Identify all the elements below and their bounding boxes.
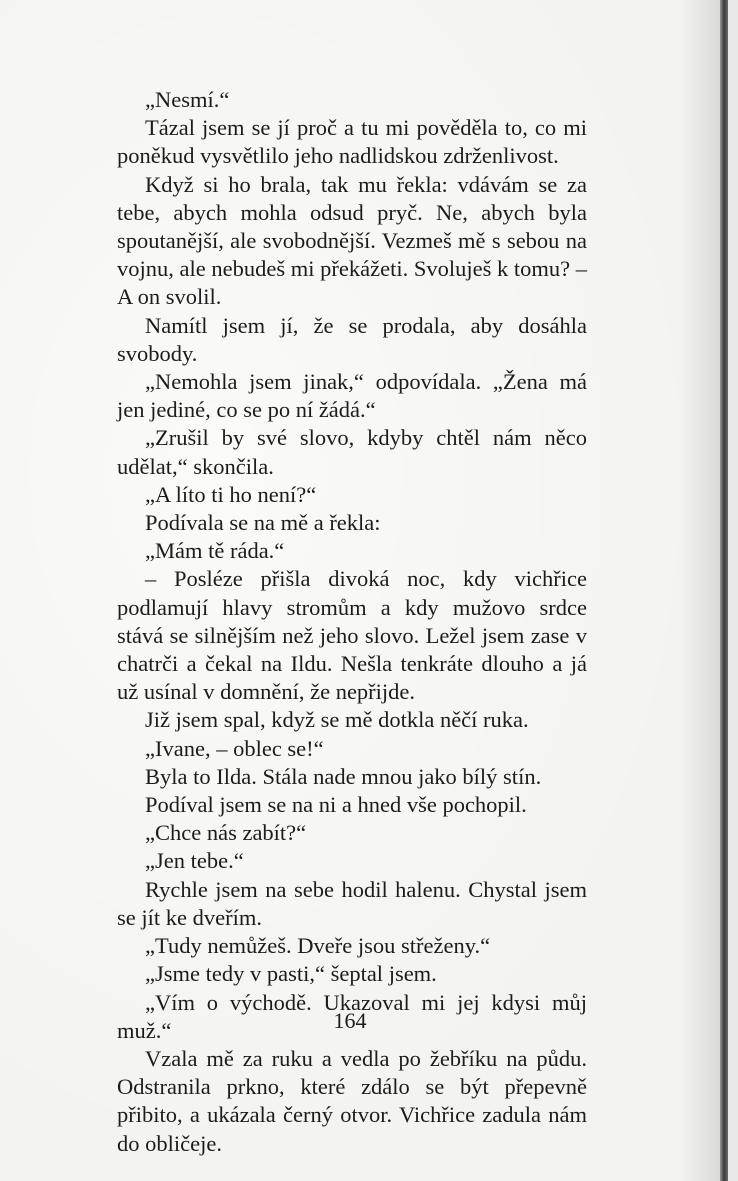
paragraph: „Mám tě ráda.“ — [145, 538, 285, 564]
paragraph: Byla to Ilda. Stála nade mnou jako bílý stín. — [145, 763, 542, 789]
paragraph: Podíval jsem se na ni a hned vše pochopil. — [145, 792, 527, 818]
paragraph: „Ivane, – oblec se!“ — [145, 735, 324, 761]
paragraph: Tázal jsem se jí proč a tu mi pověděla to, co mi poněkud vysvětlilo jeho nadlidskou zdrženlivost. — [117, 115, 587, 169]
paragraph: „Jen tebe.“ — [145, 848, 244, 874]
page-edge-shadow — [680, 0, 720, 1181]
paragraph: Rychle jsem na sebe hodil halenu. Chystal jsem se jít ke dveřím. — [117, 876, 587, 930]
paragraph: „Zrušil by své slovo, kdyby chtěl nám něco udělat,“ skončila. — [117, 425, 587, 479]
page-number: 164 — [333, 1008, 367, 1033]
paragraph: Podívala se na mě a řekla: — [145, 510, 381, 536]
scan-margin — [728, 0, 738, 1181]
paragraph: „Jsme tedy v pasti,“ šeptal jsem. — [145, 961, 437, 987]
paragraph: „Tudy nemůžeš. Dveře jsou střeženy.“ — [145, 933, 491, 959]
page-body-text — [117, 86, 587, 1158]
paragraph: Již jsem spal, když se mě dotkla něčí ruka. — [145, 707, 529, 733]
paragraph: „Nesmí.“ — [145, 87, 230, 112]
paragraph: „Vím o východě. Ukazoval mi jej kdysi můj muž.“ — [117, 989, 587, 1043]
book-spine-edge — [720, 0, 728, 1181]
paragraph: „A líto ti ho není?“ — [145, 481, 317, 507]
paragraph: – Posléze přišla divoká noc, kdy vichřice podlamují hlavy stromům a kdy mužovo srdce stává se silnějším než jeho slovo. Ležel jsem zase v chatrči a čekal na Ildu. Nešla tenkráte dlouho a já už usínal v domnění, že nepřijde. — [117, 566, 587, 705]
paragraph: Namítl jsem jí, že se prodala, aby dosáhla svobody. — [117, 312, 587, 366]
paragraph: „Chce nás zabít?“ — [145, 820, 307, 846]
paragraph: Vzala mě za ruku a vedla po žebříku na půdu. Odstranila prkno, které zdálo se být přepevně přibito, a ukázala černý otvor. Vichřice zadula nám do obličeje. — [117, 1045, 587, 1156]
paragraph: Když si ho brala, tak mu řekla: vdávám se za tebe, abych mohla odsud pryč. Ne, abych byla spoutanější, ale svobodnější. Vezmeš mě s sebou na vojnu, ale nebudeš mi překážeti. Svoluješ k tomu? – A on svolil. — [117, 171, 587, 310]
paragraph: „Nemohla jsem jinak,“ odpovídala. „Žena má jen jediné, co se po ní žádá.“ — [117, 369, 587, 423]
